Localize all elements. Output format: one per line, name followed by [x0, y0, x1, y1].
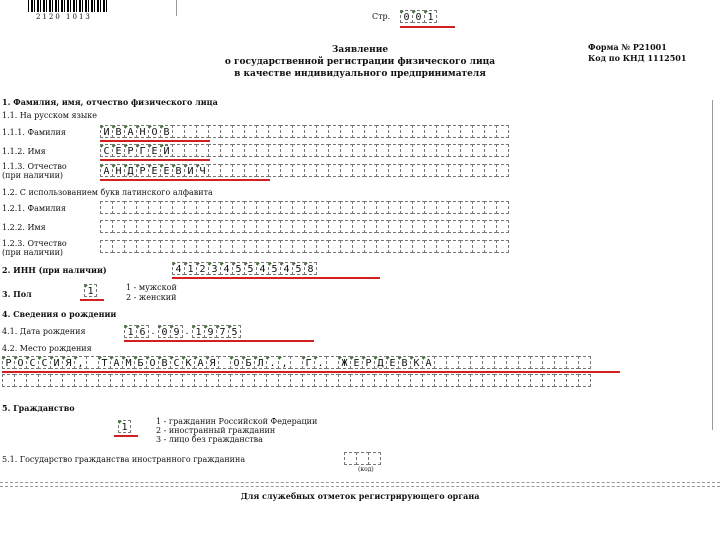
cell[interactable]: Е [386, 356, 399, 369]
cell[interactable]: 6 [136, 325, 149, 338]
citizenship-heading: 5. Гражданство [2, 403, 75, 413]
cell[interactable]: Ч [196, 164, 209, 177]
footer-divider-2 [0, 486, 720, 487]
cell[interactable] [496, 164, 509, 177]
cell[interactable]: 1 [192, 325, 205, 338]
cell[interactable]: Р [362, 356, 375, 369]
cell[interactable]: Е [350, 356, 363, 369]
cell[interactable]: А [110, 356, 123, 369]
section1-heading: 1. Фамилия, имя, отчество физического лица [2, 97, 218, 107]
cell[interactable]: 5 [228, 325, 241, 338]
cell[interactable]: . [314, 356, 327, 369]
form-code: Форма № Р21001 [588, 42, 667, 52]
state-label: 5.1. Государство гражданства иностранного гражданина [2, 455, 246, 464]
birth-heading: 4. Сведения о рождении [2, 309, 117, 319]
cell[interactable]: 5 [292, 262, 305, 275]
citizenship-option1: 1 - гражданин Российской Федерации [156, 417, 318, 426]
cell[interactable]: Ж [338, 356, 351, 369]
date-separator: . [185, 326, 189, 337]
birth-date-cells[interactable] [124, 325, 240, 339]
name-cells[interactable] [100, 144, 508, 158]
cell[interactable]: Я [206, 356, 219, 369]
cell[interactable]: Д [124, 164, 137, 177]
cell[interactable]: 8 [304, 262, 317, 275]
cell[interactable]: 1 [118, 420, 131, 433]
cell[interactable]: Р [136, 164, 149, 177]
cell[interactable]: 1 [84, 284, 97, 297]
lat-name-label: 1.2.2. Имя [2, 223, 46, 232]
cell[interactable]: Д [374, 356, 387, 369]
cell[interactable]: Г [302, 356, 315, 369]
footer-divider [0, 482, 720, 483]
cell[interactable]: В [112, 125, 125, 138]
cell[interactable]: 3 [208, 262, 221, 275]
cell[interactable] [368, 452, 381, 465]
name-label: 1.1.2. Имя [2, 147, 46, 156]
right-border [712, 100, 713, 430]
birth-place-label: 4.2. Место рождения [2, 344, 92, 353]
cell[interactable] [578, 356, 591, 369]
lat-patronymic-label: 1.2.3. Отчество [2, 239, 67, 248]
cell[interactable]: 5 [232, 262, 245, 275]
cell[interactable]: Е [148, 164, 161, 177]
citizenship-option2: 2 - иностранный гражданин [156, 426, 276, 435]
inn-label: 2. ИНН (при наличии) [2, 265, 107, 275]
patronymic-cells[interactable] [100, 164, 508, 178]
cell[interactable]: 1 [424, 10, 437, 23]
sub-russian: 1.1. На русском языке [2, 111, 97, 120]
citizenship-cell[interactable] [118, 420, 130, 434]
birth-date-label: 4.1. Дата рождения [2, 327, 86, 336]
cell[interactable]: С [100, 144, 113, 157]
cell[interactable]: А [194, 356, 207, 369]
cell[interactable] [496, 144, 509, 157]
cell[interactable]: С [26, 356, 39, 369]
lat-patronymic-note: (при наличии) [2, 248, 64, 257]
cell[interactable] [496, 125, 509, 138]
sex-underline [80, 299, 104, 301]
date-separator: . [151, 326, 155, 337]
cell[interactable]: О [146, 356, 159, 369]
title-line3: в качестве индивидуального предпринимателя [234, 69, 486, 79]
cell[interactable] [496, 240, 509, 253]
lat-surname-cells[interactable] [100, 201, 508, 215]
sub-latin: 1.2. С использованием букв латинского алфавита [2, 188, 213, 197]
citizenship-underline [114, 435, 138, 437]
cell[interactable]: Н [112, 164, 125, 177]
cell[interactable]: 5 [244, 262, 257, 275]
cell[interactable]: 0 [412, 10, 425, 23]
cell[interactable]: Е [148, 144, 161, 157]
cell[interactable]: . [266, 356, 279, 369]
cell[interactable]: 9 [170, 325, 183, 338]
patronymic-label: 1.1.3. Отчество [2, 162, 67, 171]
cell[interactable]: 1 [184, 262, 197, 275]
surname-cells[interactable] [100, 125, 508, 139]
cell[interactable]: 4 [280, 262, 293, 275]
page-underline [400, 26, 455, 28]
sex-label: 3. Пол [2, 289, 32, 299]
cell[interactable]: С [38, 356, 51, 369]
birth-place-underline [2, 371, 620, 373]
cell[interactable]: В [160, 125, 173, 138]
cell[interactable]: С [170, 356, 183, 369]
birth-place-cells[interactable] [2, 356, 590, 370]
cell[interactable]: В [172, 164, 185, 177]
cell[interactable]: К [182, 356, 195, 369]
sex-option1: 1 - мужской [126, 283, 177, 292]
surname-underline [100, 140, 210, 142]
cell[interactable]: Л [254, 356, 267, 369]
cell[interactable]: И [50, 356, 63, 369]
inn-cells[interactable] [172, 262, 316, 276]
patronymic-note: (при наличии) [2, 171, 64, 180]
knd-code: Код по КНД 1112501 [588, 53, 687, 63]
page-label: Стр. [372, 12, 391, 21]
page-number-cells [400, 10, 436, 24]
cell[interactable]: О [148, 125, 161, 138]
cell[interactable]: Е [160, 164, 173, 177]
cell[interactable]: А [100, 164, 113, 177]
title-line1: Заявление [331, 45, 389, 55]
cell[interactable]: Б [242, 356, 255, 369]
title-line2: о государственной регистрации физического лица [224, 57, 496, 67]
cell[interactable]: И [100, 125, 113, 138]
cell[interactable]: 1 [124, 325, 137, 338]
cell[interactable]: Т [98, 356, 111, 369]
cell[interactable] [496, 220, 509, 233]
cell[interactable]: А [422, 356, 435, 369]
sex-option2: 2 - женский [126, 293, 177, 302]
cell[interactable]: В [398, 356, 411, 369]
cell[interactable]: 9 [204, 325, 217, 338]
state-code-cells[interactable] [344, 452, 380, 466]
cell[interactable]: Й [160, 144, 173, 157]
surname-label: 1.1.1. Фамилия [2, 128, 66, 137]
footer-text: Для служебных отметок регистрирующего органа [240, 491, 480, 501]
cell[interactable]: 4 [256, 262, 269, 275]
lat-surname-label: 1.2.1. Фамилия [2, 204, 66, 213]
citizenship-option3: 3 - лицо без гражданства [156, 435, 263, 444]
birth-place-cells-2[interactable] [2, 374, 590, 388]
sex-cell[interactable] [84, 284, 96, 298]
cell[interactable]: И [184, 164, 197, 177]
cell[interactable]: О [230, 356, 243, 369]
cell[interactable]: Г [136, 144, 149, 157]
cell[interactable]: 4 [220, 262, 233, 275]
cell[interactable]: 2 [196, 262, 209, 275]
cell[interactable]: Н [136, 125, 149, 138]
top-divider [176, 0, 177, 16]
lat-patronymic-cells[interactable] [100, 240, 508, 254]
cell[interactable]: , [74, 356, 87, 369]
cell[interactable]: А [124, 125, 137, 138]
cell[interactable]: Е [112, 144, 125, 157]
cell[interactable]: М [122, 356, 135, 369]
barcode [28, 0, 108, 12]
cell[interactable]: , [278, 356, 291, 369]
barcode-digits: 2120 1013 [36, 13, 92, 21]
cell[interactable]: 0 [158, 325, 171, 338]
cell[interactable]: К [410, 356, 423, 369]
cell[interactable]: Б [134, 356, 147, 369]
cell[interactable]: О [14, 356, 27, 369]
lat-name-cells[interactable] [100, 220, 508, 234]
cell[interactable]: 7 [216, 325, 229, 338]
cell[interactable]: Я [62, 356, 75, 369]
cell[interactable] [578, 374, 591, 387]
cell[interactable]: В [158, 356, 171, 369]
cell[interactable]: 4 [172, 262, 185, 275]
birth-date-underline [124, 340, 314, 342]
cell[interactable] [496, 201, 509, 214]
name-underline [100, 159, 210, 161]
cell[interactable]: 5 [268, 262, 281, 275]
inn-underline [172, 277, 380, 279]
cell[interactable]: Р [124, 144, 137, 157]
state-code-note: (код) [358, 466, 374, 473]
patronymic-underline [100, 179, 270, 181]
cell[interactable]: 0 [400, 10, 413, 23]
cell[interactable]: Р [2, 356, 15, 369]
